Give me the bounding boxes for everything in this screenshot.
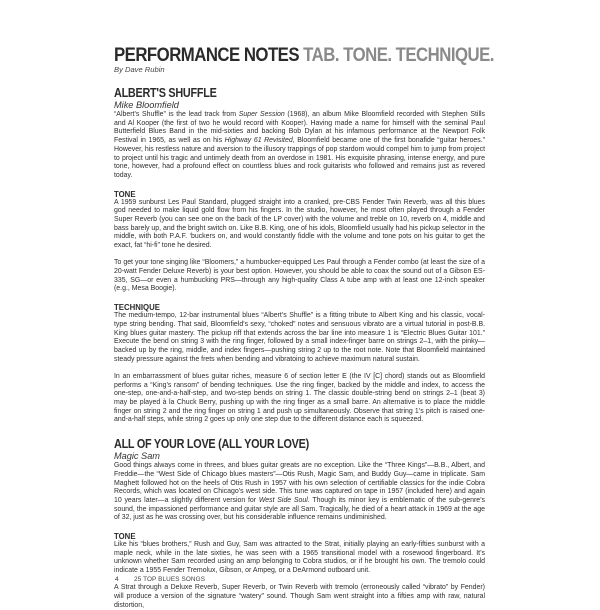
document-page: [114, 44, 494, 610]
author-byline: By Dave Rubin: [114, 65, 165, 74]
tone-paragraph: Like his “blues brothers,” Rush and Guy, Sam was attracted to the Strat, initially playing an early-fifties sunburst with a maple neck, while in the late sixties, he was seen with a 1965 transitional model with a rosewood fingerboard. It’s unknown whether Sam recorded using an amp belonging to Cobra studios, or if he brought his own. The tremolo could indicate a 1955 Fender Tremolux, Gibson, or Ampeg, or a DeArmond outboard unit.: [114, 541, 485, 575]
page-title-main: PERFORMANCE NOTES: [114, 44, 300, 66]
page-footer: [115, 576, 205, 583]
album-title: West Side Soul: [258, 496, 308, 504]
song-title: ALL OF YOUR LOVE (ALL YOUR LOVE): [114, 437, 309, 452]
tone-heading: TONE: [114, 532, 136, 542]
tone-paragraph: A 1959 sunburst Les Paul Standard, plugged straight into a cranked, pre-CBS Fender Twin Reverb, was all this blues god needed to make liquid gold flow from his fingers. In the studio, however, he most often played through a Fender Super Reverb (you can see one on the back of the LP cover) with the volume and treble on 10, reverb on 4, middle and bass barely up, and the bright switch on. Like B.B. King, one of his idols, Bloomfield usually had his pickup selector in the middle, with both P.A.F. ‘buckers on, and would constantly fiddle with the volume and tone pots on his guitar to get the exact, fat “hi-fi” tone he desired.: [114, 198, 485, 250]
technique-paragraph: The medium-tempo, 12-bar instrumental blues “Albert’s Shuffle” is a fitting tribute to Albert King and his classic, vocal-type string bending. That said, Bloomfield’s sexy, “choked” notes and sensuous vibrato are a virtual tutorial in post-B.B. King blues guitar mastery. The pickup riff that extends across the bar line into measure 1 is “Electric Blues Guitar 101.” Execute the bend on string 3 with the ring finger, followed by a small index-finger barre on strings 2–1, with the pinky—backed up by the ring, middle, and index fingers—pushing string 2 up to the root note. Note that Bloomfield maintained steady pressure against the frets when bending and vibratoing to achieve maximum natural sustain.: [114, 312, 485, 363]
page-title: [114, 44, 494, 66]
page-title-subtitle: TAB. TONE. TECHNIQUE.: [303, 44, 494, 66]
song-title: ALBERT'S SHUFFLE: [114, 86, 217, 100]
song-intro-paragraph: [114, 462, 485, 523]
album-title: Highway 61 Revisited: [224, 137, 293, 145]
song-artist: Mike Bloomfield: [114, 100, 179, 110]
album-title: Super Session: [238, 111, 285, 118]
text-run: , Bloomfield became one of the first bonafide “guitar heroes.” However, his restless nature and aversion to the illusory trappings of pop stardom would compel him to jump from project to project until his tragic and untimely death from an overdose in 1981. His exquisite phrasing, intense energy, and pure tone, however, had a profound effect on countless blues and rock guitarists who followed and remains just as revered today.: [114, 137, 485, 179]
book-title: 25 TOP BLUES SONGS: [134, 576, 206, 583]
song-artist: Magic Sam: [114, 451, 160, 462]
song-intro-paragraph: [114, 111, 485, 181]
song-section-alberts-shuffle: [114, 86, 485, 425]
song-section-all-of-your-love: [114, 437, 485, 610]
technique-heading: TECHNIQUE: [114, 303, 160, 313]
tone-heading: TONE: [114, 189, 136, 199]
text-run: (1968), an album Mike Bloomfield recorded with Stephen Stills and Al Kooper (the first of two he would record with Kooper). Having made a name for himself with the seminal Paul Butterfield Blues Band in the mid-sixties and backing Bob Dylan at his infamous performance at the Newport Folk Festival in 1965, as well as on his: [114, 111, 485, 145]
tone-paragraph: A Strat through a Deluxe Reverb, Super Reverb, or Twin Reverb with tremolo (erroneously called “vibrato” by Fender) will produce a version of the signature “watery” sound. Though Sam went straight into a fifties amp with raw, natural distortion,: [114, 584, 485, 609]
text-run: Good things always come in threes, and blues guitar greats are no exception. Like the “Three Kings”—B.B., Albert, and Freddie—the “West Side of Chicago blues masters”—Otis Rush, Magic Sam, and Buddy Guy—came in triplicate. Sam Maghett followed hot on the heels of Otis Rush in 1957 with his own selection of certifiable classics for the indie Cobra Records, which was located on Chicago’s west side. This tune was captured on tape in 1957 (included here) and again 10 years later—a slightly different version for: [114, 462, 485, 504]
tone-paragraph: To get your tone singing like “Bloomers,” a humbucker-equipped Les Paul through a Fender combo (at least the size of a 20-watt Fender Deluxe Reverb) is your best option. However, you should be able to coax the sound out of a Gibson ES-335, SG—or even a humbucking PRS—through any high-quality Class A tube amp with at least one 12-inch speaker (e.g., Mesa Boogie).: [114, 259, 485, 293]
text-run: “Albert’s Shuffle” is the lead track from: [114, 111, 239, 118]
technique-paragraph: In an embarrassment of blues guitar riches, measure 6 of section letter E (the IV [C] chord) stands out as Bloomfield performs a “King’s ransom” of bending techniques. Use the ring finger, backed by the middle and index, to access the one-step, one-and-a-half-step, and two-step bends on string 1. The classic double-string bend on strings 2–1 (beat 3) may be played à la Chuck Berry, pushing up with the ring finger as a small barre. An alternative is to place the middle finger on string 2 and the ring finger on string 1 and push up simultaneously. Observe that string 1’s pitch is raised one-and-a-half steps, while string 2 goes up only one step due to the different distance each is squeezed.: [114, 372, 485, 424]
text-run: . Though its minor key is emblematic of the sub-genre’s sound, the impassioned performance and guitar style are all Sam. Tragically, he died of a heart attack in 1969 at the age of 32, just as he was crossing over, but his considerable influence remains undiminished.: [114, 496, 485, 522]
page-number: 4: [115, 576, 119, 583]
